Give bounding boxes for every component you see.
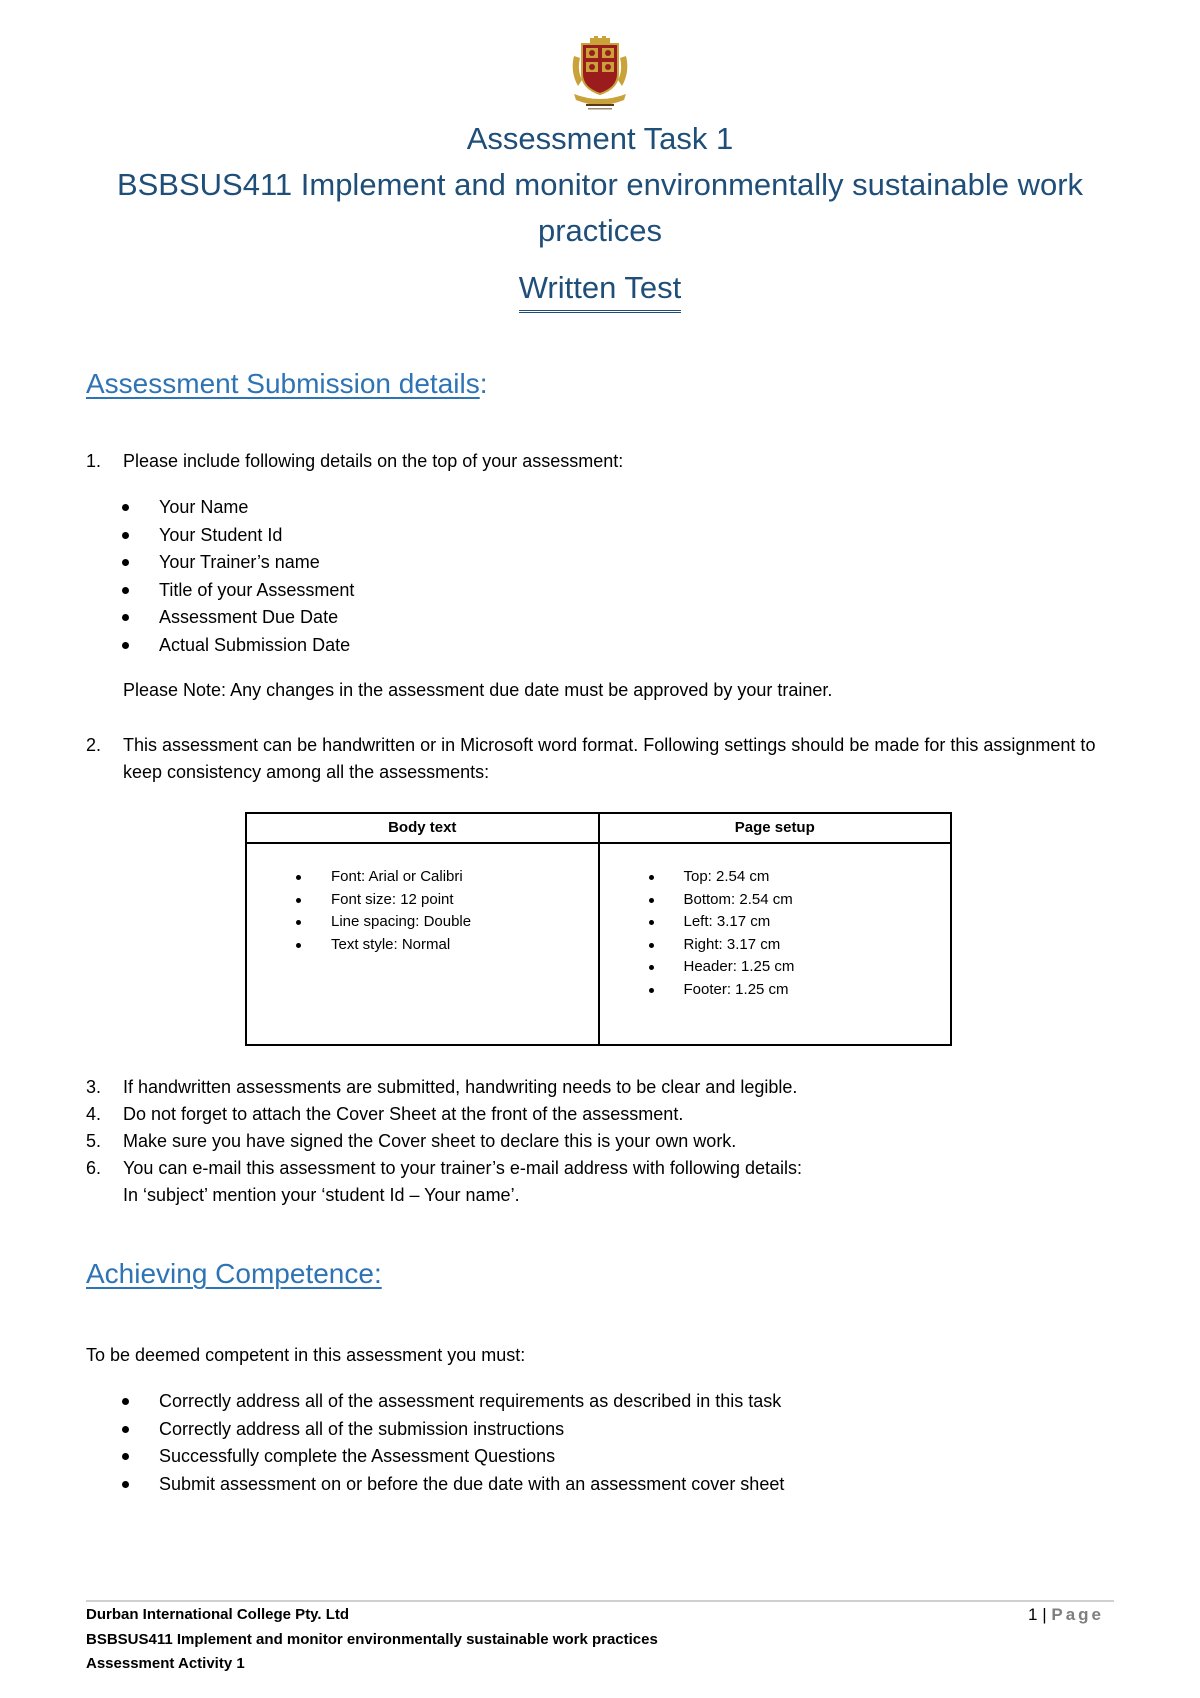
bullet-icon [649,943,654,948]
footer-activity: Assessment Activity 1 [86,1655,245,1672]
list-item: Actual Submission Date [86,632,1116,660]
format-settings-table [245,812,952,1046]
item-text: Please include following details on the top of your assessment: [123,451,624,471]
footer-unit-title: BSBSUS411 Implement and monitor environmentally sustainable work practices [86,1630,658,1648]
list-item: Submit assessment on or before the due date with an assessment cover sheet [86,1471,1116,1499]
list-item: Left: 3.17 cm [600,911,951,934]
body-text-column [247,814,598,1044]
bullet-icon [122,1398,129,1405]
list-item: Font size: 12 point [247,889,598,912]
item-number: 6. [86,1158,102,1178]
bullet-icon [122,1453,129,1460]
list-item: Your Name [86,494,1116,522]
page-word: Page [1051,1605,1104,1624]
item-number: 3. [86,1077,102,1097]
bullet-icon [296,875,301,880]
unit-title-line-2: practices [537,213,663,248]
competence-bullet-list [86,1388,1116,1498]
list-item: Footer: 1.25 cm [600,979,951,1002]
page-number [1028,1603,1104,1627]
list-item: Successfully complete the Assessment Questions [86,1443,1116,1471]
submission-item-4 [86,1101,1116,1128]
unit-title-line-1: BSBSUS411 Implement and monitor environmentally sustainable work [116,167,1084,202]
bullet-icon [296,898,301,903]
submission-items-3-6 [86,1074,1116,1209]
list-item: Title of your Assessment [86,577,1116,605]
list-item: Bottom: 2.54 cm [600,889,951,912]
bullet-icon [122,1426,129,1433]
item-number: 5. [86,1131,102,1151]
written-test-subtitle: Written Test [519,266,682,313]
submission-heading-colon: : [479,368,488,399]
list-item: Text style: Normal [247,934,598,957]
item-text: Make sure you have signed the Cover sheet to declare this is your own work. [123,1131,737,1151]
submission-item-3 [86,1074,1116,1101]
item-text: This assessment can be handwritten or in Microsoft word format. Following settings should be made for this assignment to keep consistency among all the assessments: [123,735,1096,782]
submission-heading-text: Assessment Submission details [86,368,480,399]
page-number-separator: | [1042,1605,1047,1624]
list-item: Right: 3.17 cm [600,934,951,957]
item-text: Do not forget to attach the Cover Sheet at the front of the assessment. [123,1104,684,1124]
footer-divider [86,1600,1114,1602]
submission-details-heading [86,364,488,404]
college-crest-logo [568,36,632,112]
submission-item-1 [86,448,1116,475]
list-item: Top: 2.54 cm [600,866,951,889]
assessment-task-title: Assessment Task 1 [466,121,734,156]
bullet-icon [122,559,129,566]
competence-intro: To be deemed competent in this assessment you must: [86,1345,526,1365]
bullet-icon [649,875,654,880]
list-item: Correctly address all of the assessment requirements as described in this task [86,1388,1116,1416]
page-setup-column [598,814,951,1044]
bullet-icon [296,920,301,925]
list-item: Your Trainer’s name [86,549,1116,577]
details-bullet-list [86,494,1116,659]
title-block [60,116,1140,313]
item-number: 4. [86,1104,102,1124]
bullet-icon [122,587,129,594]
submission-item-5 [86,1128,1116,1155]
bullet-icon [649,898,654,903]
bullet-icon [649,965,654,970]
bullet-icon [649,988,654,993]
achieving-competence-heading [86,1254,382,1294]
bullet-icon [296,943,301,948]
page-number-value: 1 [1028,1605,1038,1624]
item-text: If handwritten assessments are submitted, handwriting needs to be clear and legible. [123,1077,798,1097]
list-item: Line spacing: Double [247,911,598,934]
item-number: 1. [86,451,102,471]
body-text-header: Body text [247,814,598,844]
bullet-icon [122,614,129,621]
page-setup-header: Page setup [600,814,951,844]
submission-item-2 [86,732,1116,786]
item-text: You can e-mail this assessment to your trainer’s e-mail address with following details: [123,1158,802,1178]
bullet-icon [122,504,129,511]
bullet-icon [122,1481,129,1488]
list-item: Correctly address all of the submission instructions [86,1416,1116,1444]
item-number: 2. [86,735,102,755]
list-item: Your Student Id [86,522,1116,550]
page-footer [86,1603,1114,1677]
list-item: Font: Arial or Calibri [247,866,598,889]
bullet-icon [122,642,129,649]
item-text-subject: In ‘subject’ mention your ‘student Id – Your name’. [123,1185,520,1205]
footer-college-name: Durban International College Pty. Ltd [86,1606,350,1623]
bullet-icon [122,532,129,539]
list-item: Assessment Due Date [86,604,1116,632]
bullet-icon [649,920,654,925]
due-date-note: Please Note: Any changes in the assessment due date must be approved by your trainer. [123,680,833,700]
list-item: Header: 1.25 cm [600,956,951,979]
submission-item-6 [86,1155,1116,1209]
competence-heading-text: Achieving Competence: [86,1258,382,1289]
